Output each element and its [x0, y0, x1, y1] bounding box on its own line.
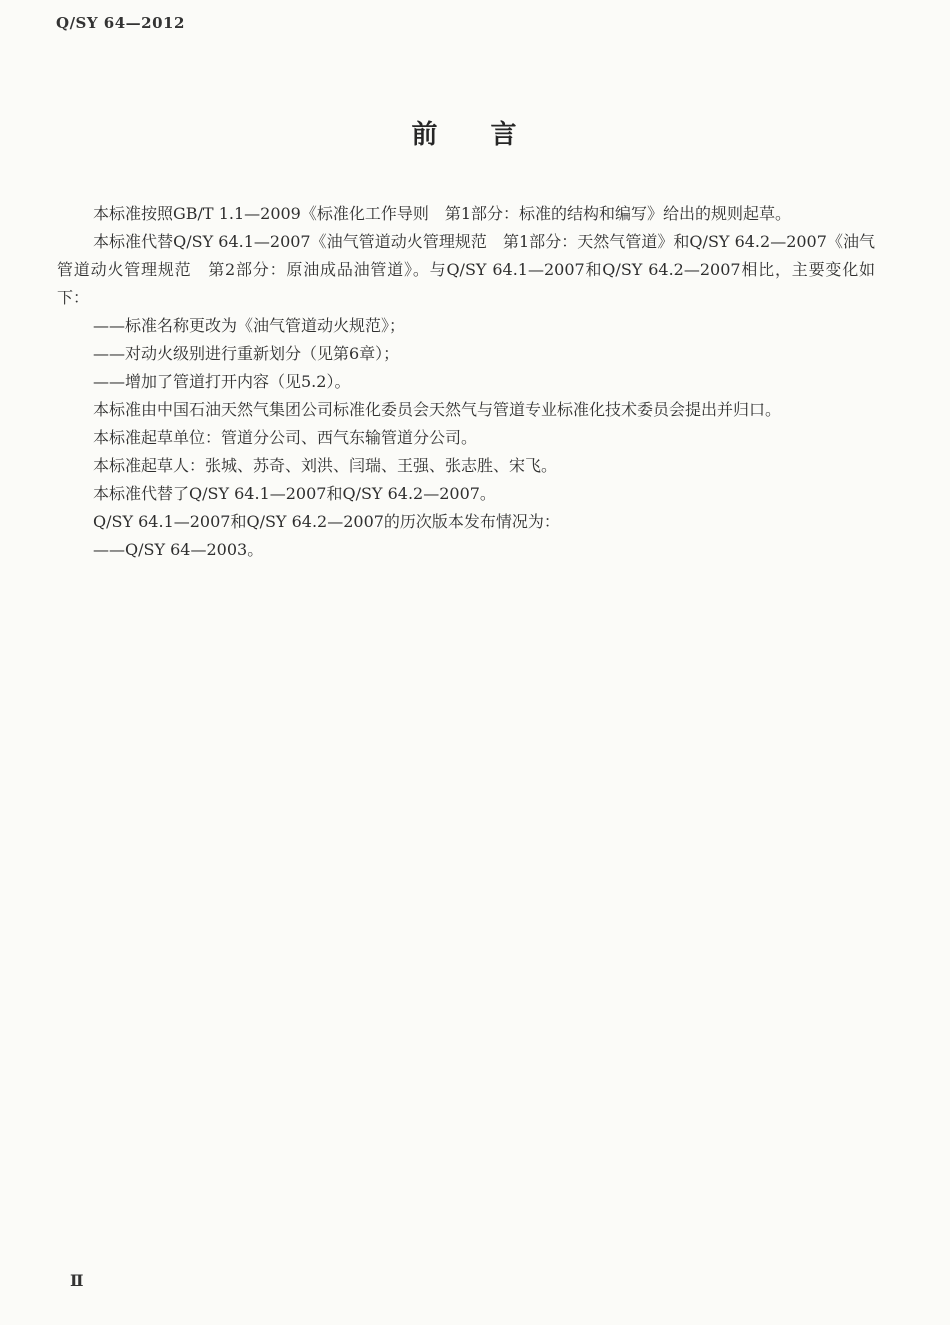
paragraph-superseded: 本标准代替了Q/SY 64.1—2007和Q/SY 64.2—2007。: [93, 484, 496, 503]
paragraph-drafting-units: 本标准起草单位：管道分公司、西气东输管道分公司。: [93, 428, 478, 447]
change-item-levels: ——对动火级别进行重新划分（见第6章）；: [93, 344, 400, 363]
change-item-title: ——标准名称更改为《油气管道动火规范》；: [93, 316, 406, 335]
paragraph-drafting-rules: 本标准按照GB/T 1.1—2009《标准化工作导则 第1部分：标准的结构和编写》给出的规则起草。: [93, 204, 792, 223]
paragraph-proposer: 本标准由中国石油天然气集团公司标准化委员会天然气与管道专业标准化技术委员会提出并归口。: [93, 400, 782, 419]
paragraph-history-intro: Q/SY 64.1—2007和Q/SY 64.2—2007的历次版本发布情况为：: [93, 512, 560, 531]
history-item: ——Q/SY 64—2003。: [93, 540, 264, 559]
paragraph-replacement: 本标准代替Q/SY 64.1—2007《油气管道动火管理规范 第1部分：天然气管道》和Q/SY 64.2—2007《油气管道动火管理规范 第2部分：原油成品油管道》。与Q/SY 64.1—2007和Q/SY 64.2—2007相比，主要变化如下：: [57, 232, 875, 307]
page-title: 前 言: [411, 120, 519, 150]
standard-code-header: Q/SY 64—2012: [56, 14, 185, 32]
page-number: Ⅱ: [70, 1271, 84, 1290]
change-item-pipeline-opening: ——增加了管道打开内容（见5.2）。: [93, 372, 351, 391]
paragraph-drafters: 本标准起草人：张城、苏奇、刘洪、闫瑞、王强、张志胜、宋飞。: [93, 456, 558, 475]
foreword-body: [57, 200, 875, 564]
